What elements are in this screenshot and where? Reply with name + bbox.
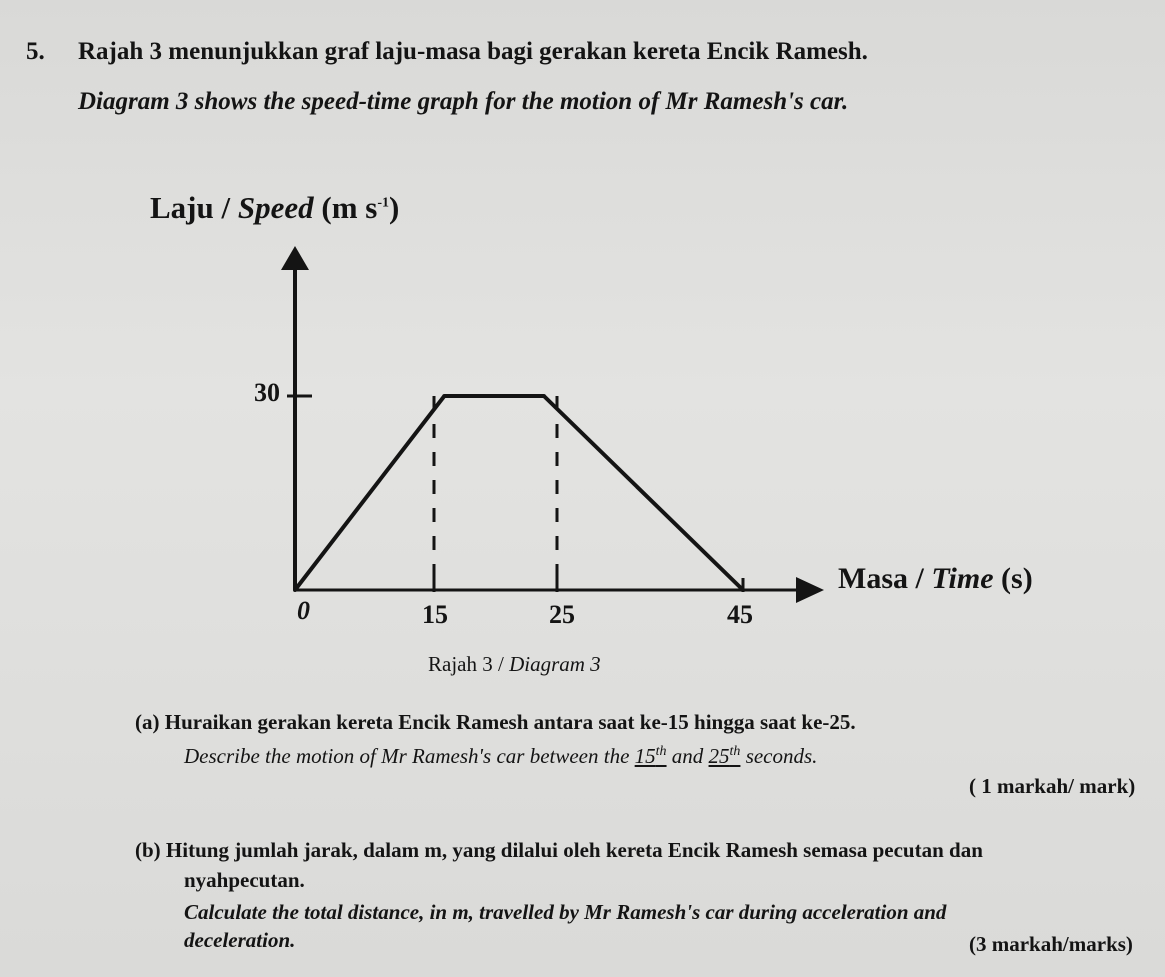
- x-axis-label: [838, 562, 1033, 596]
- speed-line-segment-2: [544, 396, 743, 590]
- part-a-label: (a): [135, 710, 160, 734]
- part-a-th1: th: [655, 744, 667, 759]
- x-tick-label-15: 15: [422, 600, 448, 629]
- caption-english: Diagram 3: [509, 652, 601, 676]
- part-b-marks: (3 markah/marks): [969, 932, 1133, 956]
- part-a-th2: th: [729, 744, 741, 759]
- question-text-english: Diagram 3 shows the speed-time graph for the motion of Mr Ramesh's car.: [78, 88, 849, 115]
- part-a-end: seconds.: [740, 744, 818, 768]
- part-b-label: (b): [135, 838, 161, 862]
- diagram-caption: [428, 652, 601, 677]
- x-tick-label-0: 0: [297, 596, 310, 625]
- part-b-text-english-2: deceleration.: [184, 928, 296, 952]
- y-axis-label-malay: Laju /: [150, 190, 238, 225]
- speed-point-3: [741, 588, 745, 592]
- part-a-english: [184, 744, 817, 769]
- x-tick-label-45: 45: [727, 600, 753, 629]
- part-b-malay-1: [135, 838, 983, 863]
- y-tick-label-30: 30: [254, 378, 280, 407]
- part-a-15: 15: [634, 744, 656, 768]
- part-a-text-en-15: [635, 744, 667, 768]
- speed-point-1: [442, 394, 446, 398]
- speed-point-0: [293, 588, 297, 592]
- part-a-and: and: [666, 744, 709, 768]
- y-axis-unit-close: ): [389, 190, 400, 225]
- part-a-marks: ( 1 markah/ mark): [969, 774, 1136, 798]
- x-axis-unit: (s): [993, 562, 1033, 595]
- question-text-malay: Rajah 3 menunjukkan graf laju-masa bagi gerakan kereta Encik Ramesh.: [78, 38, 868, 65]
- y-axis-unit-sup: -1: [377, 195, 390, 211]
- part-a-text-malay: Huraikan gerakan kereta Encik Ramesh antara saat ke-15 hingga saat ke-25.: [164, 710, 856, 734]
- part-b-text-malay-1: Hitung jumlah jarak, dalam m, yang dilalui oleh kereta Encik Ramesh semasa pecutan dan: [165, 838, 983, 862]
- x-axis-label-english: Time: [931, 562, 994, 595]
- part-a-malay: [135, 710, 856, 735]
- y-axis-label-english: Speed: [237, 190, 314, 225]
- y-axis-arrow: [281, 246, 309, 270]
- caption-malay: Rajah 3 /: [428, 652, 510, 676]
- x-axis-label-malay: Masa /: [838, 562, 932, 595]
- part-a-text-en-1: Describe the motion of Mr Ramesh's car between the: [184, 744, 635, 768]
- speed-line-segment-0: [295, 396, 444, 590]
- question-number: 5.: [26, 38, 45, 65]
- y-axis-unit: (m s: [321, 190, 378, 225]
- part-b-text-english-1: Calculate the total distance, in m, travelled by Mr Ramesh's car during acceleration and: [184, 900, 947, 924]
- part-a-25: 25: [708, 744, 730, 768]
- x-axis-arrow: [796, 577, 824, 603]
- x-tick-label-25: 25: [549, 600, 575, 629]
- part-b-text-malay-2: nyahpecutan.: [184, 868, 305, 892]
- speed-point-2: [542, 394, 546, 398]
- part-a-text-en-25: [709, 744, 741, 768]
- series-group: [293, 394, 745, 592]
